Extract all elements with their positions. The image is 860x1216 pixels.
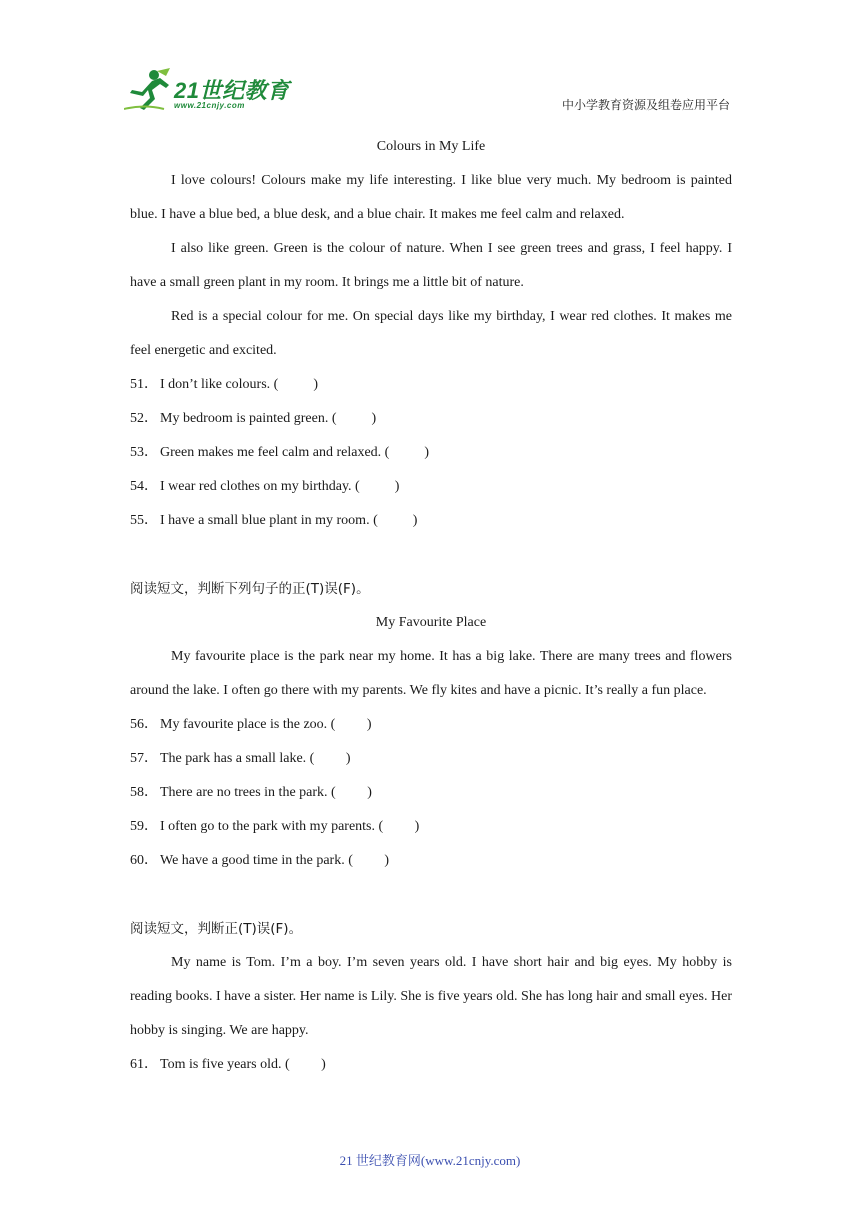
question-number: 58． xyxy=(130,785,158,800)
spacer xyxy=(130,538,732,572)
site-logo xyxy=(124,68,294,116)
question-item xyxy=(130,436,732,470)
question-text: Green makes me feel calm and relaxed. ( ) xyxy=(160,445,429,460)
question-number: 52． xyxy=(130,411,158,426)
question-item xyxy=(130,844,732,878)
question-item xyxy=(130,810,732,844)
logo-text: 21世纪教育 xyxy=(174,78,290,103)
section-instruction: 阅读短文，判断下列句子的正(T)误(F)。 xyxy=(130,581,370,597)
passage-paragraph: Red is a special colour for me. On special days like my birthday, I wear red clothes. It makes me feel energetic and excited. xyxy=(130,309,732,358)
logo-url: www.21cnjy.com xyxy=(174,101,245,110)
document-body xyxy=(130,130,732,1082)
question-text: My bedroom is painted green. ( ) xyxy=(160,411,377,426)
question-item xyxy=(130,742,732,776)
passage-paragraph: My favourite place is the park near my home. It has a big lake. There are many trees and flowers around the lake. I often go there with my parents. We fly kites and have a picnic. It’s really a fun place. xyxy=(130,649,732,698)
header-platform-text: 中小学教育资源及组卷应用平台 xyxy=(561,98,730,112)
question-number: 56． xyxy=(130,717,158,732)
passage-title: Colours in My Life xyxy=(376,139,486,154)
question-number: 54． xyxy=(130,479,158,494)
question-number: 59． xyxy=(130,819,158,834)
question-item xyxy=(130,470,732,504)
passage-title: My Favourite Place xyxy=(375,615,487,630)
runner-logo-icon xyxy=(124,68,172,112)
page-footer[interactable]: 21 世纪教育网(www.21cnjy.com) xyxy=(339,1153,521,1168)
question-item xyxy=(130,504,732,538)
question-item xyxy=(130,368,732,402)
section-instruction: 阅读短文，判断正(T)误(F)。 xyxy=(130,921,303,937)
question-item xyxy=(130,1048,732,1082)
question-number: 61． xyxy=(130,1057,158,1072)
question-text: I don’t like colours. ( ) xyxy=(160,377,318,392)
question-item xyxy=(130,776,732,810)
passage-paragraph: I also like green. Green is the colour of nature. When I see green trees and grass, I feel happy. I have a small green plant in my room. It brings me a little bit of nature. xyxy=(130,241,732,290)
spacer xyxy=(130,878,732,912)
question-text: I have a small blue plant in my room. ( ) xyxy=(160,513,418,528)
question-item xyxy=(130,402,732,436)
passage-paragraph: I love colours! Colours make my life interesting. I like blue very much. My bedroom is painted blue. I have a blue bed, a blue desk, and a blue chair. It makes me feel calm and relaxed. xyxy=(130,173,732,222)
question-text: I often go to the park with my parents. ( ) xyxy=(160,819,420,834)
question-text: I wear red clothes on my birthday. ( ) xyxy=(160,479,400,494)
question-item xyxy=(130,708,732,742)
question-number: 57． xyxy=(130,751,158,766)
question-text: My favourite place is the zoo. ( ) xyxy=(160,717,372,732)
question-number: 60． xyxy=(130,853,158,868)
question-number: 53． xyxy=(130,445,158,460)
question-text: There are no trees in the park. ( ) xyxy=(160,785,372,800)
question-text: We have a good time in the park. ( ) xyxy=(160,853,390,868)
passage-paragraph: My name is Tom. I’m a boy. I’m seven years old. I have short hair and big eyes. My hobby is reading books. I have a sister. Her name is Lily. She is five years old. She has long hair and small eyes. Her hobby is singing. We are happy. xyxy=(130,955,732,1038)
question-text: The park has a small lake. ( ) xyxy=(160,751,351,766)
page-header xyxy=(0,0,860,130)
question-number: 55． xyxy=(130,513,158,528)
question-number: 51． xyxy=(130,377,158,392)
question-text: Tom is five years old. ( ) xyxy=(160,1057,326,1072)
